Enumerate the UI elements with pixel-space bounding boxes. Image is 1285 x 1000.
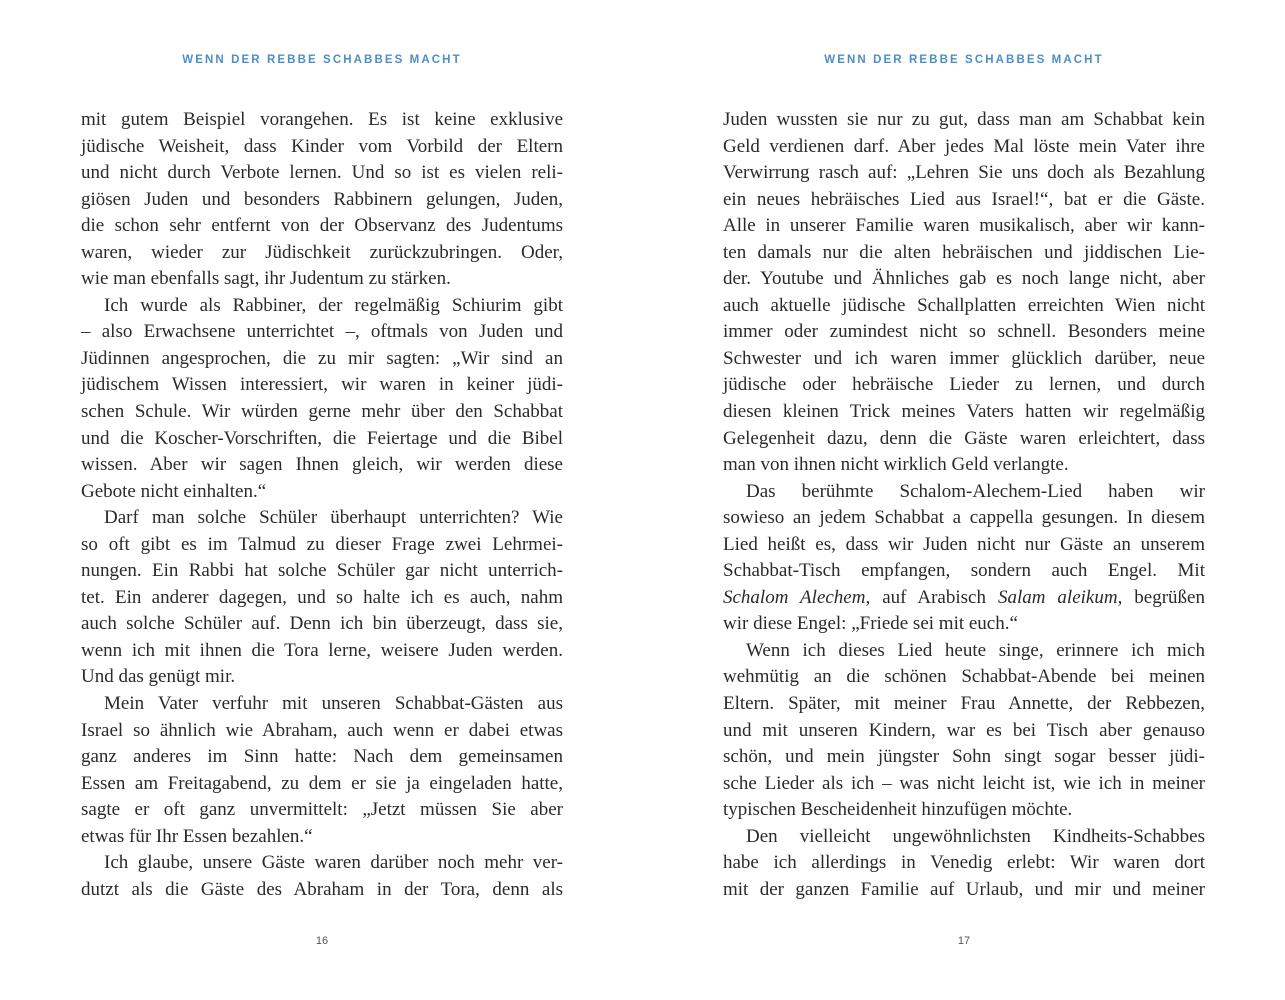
text-line: wir diese Engel: „Friede sei mit euch.“ <box>723 613 1018 635</box>
text-line: Israel so ähnlich wie Abraham, auch wenn er dabei etwas <box>81 719 563 741</box>
text-line: Alle in unserer Familie waren musikalisch, aber wir kann- <box>723 215 1205 237</box>
right-page <box>723 0 1205 1000</box>
text-line: mit der ganzen Familie auf Urlaub, und mir und meiner <box>723 878 1205 900</box>
text-line: mit gutem Beispiel vorangehen. Es ist keine exklusive <box>81 109 563 130</box>
text-line: Den vielleicht ungewöhnlichsten Kindheits-Schabbes <box>746 825 1205 847</box>
text-line: der. Youtube und Ähnliches gab es noch lange nicht, aber <box>723 268 1205 290</box>
text-line: Eltern. Später, mit meiner Frau Annette, der Rebbezen, <box>723 693 1205 715</box>
text-line: so oft gibt es im Talmud zu dieser Frage zwei Lehrmei- <box>81 533 563 555</box>
text-line: die schon sehr entfernt von der Observanz des Judentums <box>81 215 563 237</box>
text-line: Ich glaube, unsere Gäste waren darüber noch mehr ver- <box>104 852 563 874</box>
text-line: diesen kleinen Trick meines Vaters hatten wir regelmäßig <box>723 401 1205 423</box>
text-line: immer oder zumindest nicht so schnell. Besonders meine <box>723 321 1205 343</box>
body-text <box>81 107 563 903</box>
italic-term: Schalom Alechem, <box>723 586 871 608</box>
text-line: typischen Bescheidenheit hinzufügen möchte. <box>723 799 1073 821</box>
text-line: sche Lieder als ich – was nicht leicht ist, wie ich in meiner <box>723 772 1205 794</box>
text-line: schen Schule. Wir würden gerne mehr über den Schabbat <box>81 401 563 423</box>
text-line: Gelegenheit dazu, denn die Gäste waren erleichtert, dass <box>723 427 1205 449</box>
text-line: auch aktuelle jüdische Schallplatten erreichten Wien nicht <box>723 294 1205 316</box>
text-line: schön, und mein jüngster Sohn singt sogar besser jüdi- <box>723 746 1205 768</box>
text-line: ganz anderes im Sinn hatte: Nach dem gemeinsamen <box>81 746 563 768</box>
text-line: etwas für Ihr Essen bezahlen.“ <box>81 825 313 847</box>
text-line: sowieso an jedem Schabbat a cappella gesungen. In diesem <box>723 507 1205 529</box>
text-line: dutzt als die Gäste des Abraham in der Tora, denn als <box>81 878 563 900</box>
text-line: giösen Juden und besonders Rabbinern gelungen, Juden, <box>81 188 563 210</box>
text-line: und die Koscher-Vorschriften, die Feiertage und die Bibel <box>81 427 563 449</box>
text-line: – also Erwachsene unterrichtet –, oftmals von Juden und <box>81 321 563 343</box>
text-line: Darf man solche Schüler überhaupt unterrichten? Wie <box>104 507 563 529</box>
body-text <box>723 107 1205 903</box>
text-line: Lied heißt es, dass wir Juden nicht nur Gäste an unserem <box>723 533 1205 555</box>
text-line <box>723 585 1205 612</box>
text-line: Das berühmte Schalom-Alechem-Lied haben wir <box>746 480 1205 502</box>
text-line: wissen. Aber wir sagen Ihnen gleich, wir werden diese <box>81 454 563 476</box>
text-line: Geld verdienen darf. Aber jedes Mal löste mein Vater ihre <box>723 135 1205 157</box>
text-line: jüdische oder hebräische Lieder zu lernen, und durch <box>723 374 1205 396</box>
text-line: jüdische Weisheit, dass Kinder vom Vorbild der Eltern <box>81 135 563 157</box>
running-head: WENN DER REBBE SCHABBES MACHT <box>824 54 1104 66</box>
text-line: man von ihnen nicht wirklich Geld verlangte. <box>723 454 1069 476</box>
text-run: , begrüßen <box>1117 586 1205 608</box>
text-line: sagte er oft ganz unvermittelt: „Jetzt müssen Sie aber <box>81 799 563 821</box>
text-line: nungen. Ein Rabbi hat solche Schüler gar nicht unterrich- <box>81 560 563 582</box>
text-line: und nicht durch Verbote lernen. Und so ist es vielen reli- <box>81 162 563 184</box>
page-number: 16 <box>315 935 329 947</box>
text-line: Jüdinnen angesprochen, die zu mir sagten: „Wir sind an <box>81 347 563 369</box>
text-line: Essen am Freitagabend, zu dem er sie ja eingeladen hatte, <box>81 772 563 794</box>
text-run: auf Arabisch <box>870 586 998 608</box>
text-line: Juden wussten sie nur zu gut, dass man am Schabbat kein <box>723 109 1205 130</box>
text-line: und mit unseren Kindern, war es bei Tisch aber genauso <box>723 719 1205 741</box>
text-line: tet. Ein anderer dagegen, und so halte ich es auch, nahm <box>81 586 563 608</box>
page-number: 17 <box>957 935 971 947</box>
text-line: Schwester und ich waren immer glücklich darüber, neue <box>723 347 1205 369</box>
italic-term: Salam aleikum <box>997 586 1118 608</box>
left-page <box>81 0 563 1000</box>
text-line: Mein Vater verfuhr mit unseren Schabbat-Gästen aus <box>104 693 563 715</box>
text-line: Verwirrung rasch auf: „Lehren Sie uns doch als Bezahlung <box>723 162 1205 184</box>
text-line: Gebote nicht einhalten.“ <box>81 480 267 502</box>
text-line: ten damals nur die alten hebräischen und jiddischen Lie- <box>723 241 1205 263</box>
text-line: Wenn ich dieses Lied heute singe, erinnere ich mich <box>746 639 1205 661</box>
text-line: Ich wurde als Rabbiner, der regelmäßig Schiurim gibt <box>104 294 563 316</box>
text-line: auch solche Schüler auf. Denn ich bin überzeugt, dass sie, <box>81 613 563 635</box>
running-head: WENN DER REBBE SCHABBES MACHT <box>182 54 462 66</box>
text-line: Und das genügt mir. <box>81 666 236 688</box>
text-line: wehmütig an die schönen Schabbat-Abende bei meinen <box>723 666 1205 688</box>
text-line: waren, wieder zur Jüdischkeit zurückzubringen. Oder, <box>81 241 563 263</box>
text-line: jüdischem Wissen interessiert, wir waren in keiner jüdi- <box>81 374 563 396</box>
text-line: habe ich allerdings in Venedig erlebt: Wir waren dort <box>723 852 1205 874</box>
text-line: Schabbat-Tisch empfangen, sondern auch Engel. Mit <box>723 560 1205 582</box>
text-line: ein neues hebräisches Lied aus Israel!“, bat er die Gäste. <box>723 188 1205 210</box>
text-line: wenn ich mit ihnen die Tora lerne, weisere Juden werden. <box>81 639 563 661</box>
text-line: wie man ebenfalls sagt, ihr Judentum zu stärken. <box>81 268 451 290</box>
